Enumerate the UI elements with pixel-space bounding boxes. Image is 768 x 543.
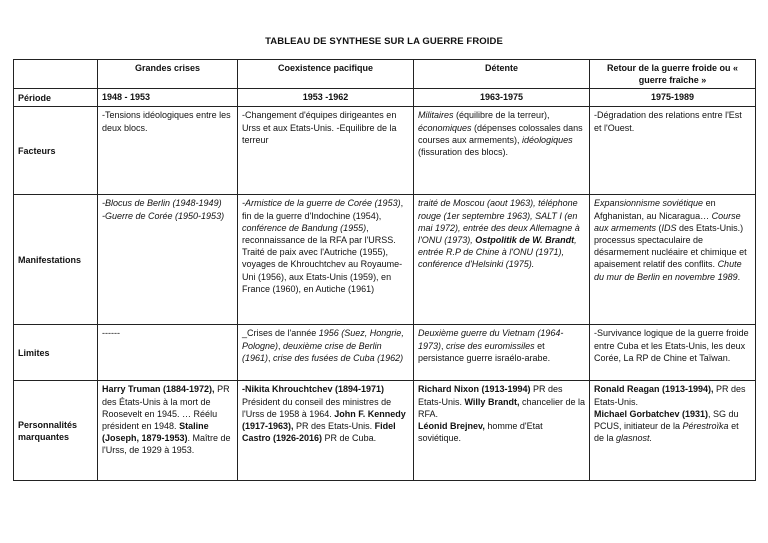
text-run: , fin de la guerre d'Indochine (1954), [242,198,404,221]
text-run: (fissuration des blocs). [418,147,509,158]
row-label-personnalites: Personnalités marquantes [14,381,98,481]
row-label-limites: Limites [14,325,98,381]
text-run: Président du conseil des ministres de l'Urss de 1958 à 1964. [242,396,392,419]
text-run: (dépenses colossales dans courses aux armements), [418,122,583,145]
text-run: PR des Etats-Unis. [293,421,375,432]
text-run: ( [656,222,662,233]
text-run: . [737,271,741,282]
text-run: , [441,340,447,351]
row-label-periode: Période [14,89,98,107]
text-run: , SG du PCUS, initiateur de la [594,408,739,432]
text-run: Richard Nixon (1913-1994) [418,384,531,395]
text-run: traité de Moscou (aout 1963), téléphone rouge (1er septembre 1963), SALT I (en mai 1972), entrée des deux Allemagne à l'ONU (1973), [418,198,580,246]
text-run: Willy Brandt, [464,396,520,407]
facteurs-coexistence: -Changement d'équipes dirigeantes en Urss et aux Etats-Unis. -Equilibre de la terreur [238,107,414,195]
text-run: glasnost. [616,433,653,444]
text-run: Harry Truman (1884-1972), [102,384,215,395]
personnalites-detente [414,381,590,481]
text-run: PR des Etats-Unis. [594,384,746,407]
text-run: 1956 (Suez, Hongrie, Pologne) [242,328,404,351]
text-run: deuxième crise de Berlin (1961) [242,340,382,363]
header-cell-empty [14,60,98,89]
text-run: et persistance guerre israélo-arabe. [418,340,551,363]
text-run: PR des Etats-Unis. [418,384,563,407]
period-coexistence: 1953 -1962 [238,89,414,107]
manifestations-row [14,195,756,325]
text-run: _Crises de l'année [242,328,319,339]
text-run: . Maître de l'Urss, de 1929 à 1953. [102,433,231,456]
text-run: idéologiques [522,134,573,145]
text-run: Course aux armements [594,210,741,233]
text-run: économiques [418,122,472,133]
text-run: chancelier de la RFA. [418,396,585,419]
text-run: -Blocus de Berlin (1948-1949) [102,198,222,209]
text-run: des Etats-Unis.) [676,222,744,233]
manifestations-retour [590,195,756,325]
text-run: Staline (Joseph, 1879-1953) [102,421,209,444]
text-run: Chute du mur de Berlin en novembre 1989 [594,259,742,282]
text-run: Pérestroïka [682,421,729,432]
text-run: crise des fusées de Cuba (1962) [273,352,404,363]
text-run: en Afghanistan, au Nicaragua… [594,198,716,221]
text-run: -Armistice de la guerre de Corée (1953) [242,198,401,209]
facteurs-row [14,107,756,195]
personnalites-coexistence [238,381,414,481]
text-run: , [268,352,274,363]
text-run: , entrée R.P de Chine à l'ONU (1971), conférence d'Helsinki (1975). [418,235,577,270]
personnalites-retour [590,381,756,481]
personnalites-grandes-crises [98,381,238,481]
text-run: et de la [594,421,739,444]
text-run: -Nikita Khrouchtchev (1894-1971) [242,384,385,395]
text-run: crise des euromissiles [446,340,535,351]
row-label-facteurs: Facteurs [14,107,98,195]
text-run: , [278,340,284,351]
header-grandes-crises: Grandes crises [98,60,238,89]
limites-retour: -Survivance logique de la guerre froide entre Cuba et les Etats-Unis, les deux Corée, La RP de Chine et Taïwan. [590,325,756,381]
text-run: PR des États-Unis à la mort de Roosevelt en 1945. … Réélu président en 1948. [102,384,230,432]
limites-detente [414,325,590,381]
text-run: Militaires [418,110,454,121]
period-retour: 1975-1989 [590,89,756,107]
text-run: Ronald Reagan (1913-1994), [594,384,714,395]
text-run: (équilibre de la terreur), [453,110,550,121]
synthesis-table [13,59,756,481]
text-run: homme d'Etat soviétique. [418,421,543,444]
manifestations-detente [414,195,590,325]
text-run: processus spectaculaire de désarmement nucléaire et chimique et apaisement relatif des conflits. [594,235,747,270]
facteurs-grandes-crises: -Tensions idéologiques entre les deux blocs. [98,107,238,195]
facteurs-retour: -Dégradation des relations entre l'Est et l'Ouest. [590,107,756,195]
text-run: Ostpolitik de W. Brandt [475,235,575,246]
facteurs-detente [414,107,590,195]
row-label-manifestations: Manifestations [14,195,98,325]
text-run: Léonid Brejnev, [418,421,485,432]
text-run: John F. Kennedy (1917-1963), [242,408,406,432]
limites-grandes-crises: ------ [98,325,238,381]
limites-coexistence [238,325,414,381]
header-detente: Détente [414,60,590,89]
manifestations-grandes-crises [98,195,238,325]
header-row [14,60,756,89]
text-run: IDS [661,222,677,233]
period-row [14,89,756,107]
period-grandes-crises: 1948 - 1953 [98,89,238,107]
text-run: PR de Cuba. [322,433,377,444]
period-detente: 1963-1975 [414,89,590,107]
text-run: Fidel Castro (1926-2016) [242,421,396,444]
text-run: Michael Gorbatchev (1931) [594,408,709,419]
personnalites-row [14,381,756,481]
header-retour-guerre-froide: Retour de la guerre froide ou « guerre fraîche » [590,60,756,89]
text-run: -Guerre de Corée (1950-1953) [102,210,225,221]
text-run: conférence de Bandung (1955) [242,222,367,233]
page-title: TABLEAU DE SYNTHESE SUR LA GUERRE FROIDE [265,36,503,47]
text-run: Deuxième guerre du Vietnam (1964-1973) [418,328,564,351]
header-coexistence-pacifique: Coexistence pacifique [238,60,414,89]
limites-row [14,325,756,381]
manifestations-coexistence [238,195,414,325]
text-run: Expansionnisme soviétique [594,198,704,209]
text-run: , reconnaissance de la RFA par l'URSS. Traité de paix avec l'Autriche (1955), voyages de Khrouchtchev au Royaume-Uni (1956), aux Etats-Unis (1959), en France (1960), en Autiche (1961) [242,222,403,294]
